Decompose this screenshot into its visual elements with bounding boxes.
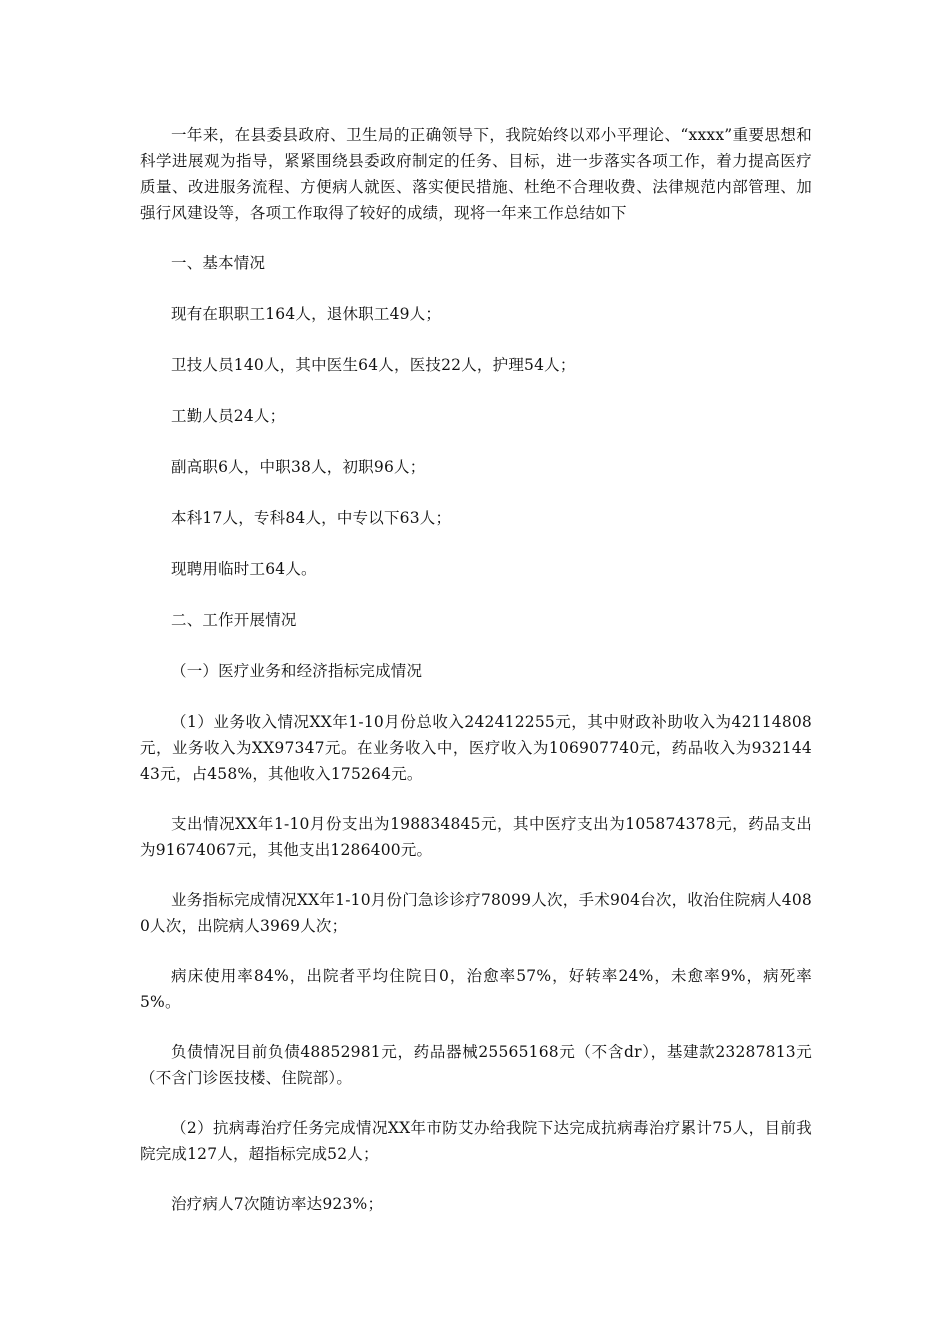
followup-paragraph: 治疗病人7次随访率达923%；: [171, 1195, 384, 1213]
income-paragraph: （1）业务收入情况XX年1-10月份总收入242412255元，其中财政补助收入为42114808元，业务收入为XX97347元。在业务收入中，医疗收入为106907740元，药品收入为93214443元，占458%，其他收入175264元。: [140, 713, 812, 783]
support-staff-paragraph: 工勤人员24人；: [171, 407, 286, 425]
intro-paragraph: 一年来，在县委县政府、卫生局的正确领导下，我院始终以邓小平理论、“xxxx”重要思想和科学进展观为指导，紧紧围绕县委政府制定的任务、目标，进一步落实各项工作，着力提高医疗质量、改进服务流程、方便病人就医、落实便民措施、杜绝不合理收费、法律规范内部管理、加强行风建设等，各项工作取得了较好的成绩，现将一年来工作总结如下: [140, 126, 812, 222]
subsection-heading-indicators: （一）医疗业务和经济指标完成情况: [171, 662, 423, 680]
service-indicator-paragraph: 业务指标完成情况XX年1-10月份门急诊诊疗78099人次，手术904台次，收治住院病人4080人次，出院病人3969人次；: [140, 891, 812, 935]
debt-paragraph: 负债情况目前负债48852981元，药品器械25565168元（不含dr），基建款23287813元（不含门诊医技楼、住院部）。: [140, 1043, 812, 1087]
temp-staff-paragraph: 现聘用临时工64人。: [171, 560, 317, 578]
education-paragraph: 本科17人，专科84人，中专以下63人；: [171, 509, 452, 527]
antiviral-paragraph: （2）抗病毒治疗任务完成情况XX年市防艾办给我院下达完成抗病毒治疗累计75人，目前我院完成127人，超指标完成52人；: [140, 1119, 812, 1163]
document-body: [140, 122, 812, 1217]
title-level-paragraph: 副高职6人，中职38人，初职96人；: [171, 458, 426, 476]
staff-count-paragraph: 现有在职职工164人，退休职工49人；: [171, 305, 442, 323]
bed-usage-paragraph: 病床使用率84%，出院者平均住院日0，治愈率57%，好转率24%，未愈率9%，病死率5%。: [140, 967, 812, 1011]
medical-staff-paragraph: 卫技人员140人，其中医生64人，医技22人，护理54人；: [171, 356, 576, 374]
expense-paragraph: 支出情况XX年1-10月份支出为198834845元，其中医疗支出为105874378元，药品支出为91674067元，其他支出1286400元。: [140, 815, 812, 859]
section-heading-work: 二、工作开展情况: [171, 611, 297, 629]
section-heading-basic: 一、基本情况: [171, 254, 266, 272]
